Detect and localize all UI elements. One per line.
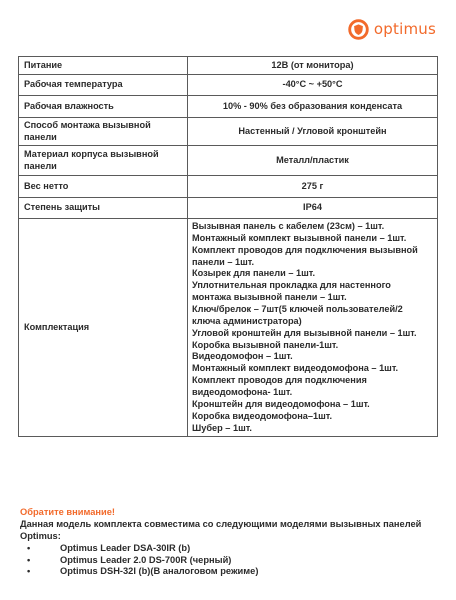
spec-label: Материал корпуса вызывной панели: [19, 146, 188, 176]
spec-row: [19, 75, 438, 96]
spec-value: 275 г: [188, 176, 438, 198]
spec-label: Вес нетто: [19, 176, 188, 198]
spec-row: [19, 96, 438, 118]
list-item: Вызывная панель с кабелем (23см) – 1шт.: [192, 221, 385, 231]
spec-row: [19, 146, 438, 176]
model-name: Optimus Leader DSA-30IR (b): [60, 542, 191, 553]
list-item: [20, 555, 440, 567]
bullet-icon: •: [27, 554, 31, 565]
list-item: Уплотнительная прокладка для настенного монтажа вызывной панели – 1шт.: [192, 280, 391, 303]
spec-label: Рабочая влажность: [19, 96, 188, 118]
compatibility-note: [20, 507, 440, 578]
spec-value: IP64: [188, 198, 438, 219]
spec-value: Настенный / Угловой кронштейн: [188, 118, 438, 146]
list-item: Угловой кронштейн для вызывной панели – 1шт.: [192, 327, 417, 338]
spec-value: -40°С ~ +50°С: [188, 75, 438, 96]
spec-value: Металл/пластик: [188, 146, 438, 176]
spec-row: [19, 118, 438, 146]
compatible-models-list: [20, 543, 440, 579]
list-item: Ключ/брелок – 7шт(5 ключей пользователей/2 ключа администратора): [192, 304, 403, 326]
spec-label: Способ монтажа вызывной панели: [19, 118, 188, 146]
list-item: Козырек для панели – 1шт.: [192, 268, 315, 279]
list-item: [20, 543, 440, 555]
list-item: Комплект проводов для подключения вызывной панели – 1шт.: [192, 244, 418, 267]
list-item: Монтажный комплект вызывной панели – 1шт.: [192, 232, 407, 243]
note-text: Данная модель комплекта совместима со следующими моделями вызывных панелей Optimus:: [20, 518, 422, 541]
list-item: Коробка вызывной панели-1шт.: [192, 339, 339, 350]
bullet-icon: •: [27, 566, 31, 577]
brand-name: optimus: [373, 20, 436, 38]
package-row: [19, 219, 438, 437]
spec-row: [19, 198, 438, 219]
note-title: Обратите внимание!: [20, 507, 115, 517]
spec-label: Рабочая температура: [19, 75, 188, 96]
specifications-table: [18, 56, 438, 437]
spec-row: [19, 57, 438, 75]
model-name: Optimus DSH-32I (b)(В аналоговом режиме): [60, 566, 259, 577]
spec-label: Степень защиты: [19, 198, 188, 219]
spec-value: 10% - 90% без образования конденсата: [188, 96, 438, 118]
list-item: Видеодомофон – 1шт.: [192, 351, 293, 362]
model-name: Optimus Leader 2.0 DS-700R (черный): [60, 554, 232, 565]
package-contents: [188, 219, 438, 437]
bullet-icon: •: [27, 542, 31, 553]
list-item: Кронштейн для видеодомофона – 1шт.: [192, 398, 370, 409]
spec-label: Питание: [19, 57, 188, 75]
list-item: Комплект проводов для подключения видеодомофона- 1шт.: [192, 375, 367, 398]
list-item: [20, 566, 440, 578]
spec-row: [19, 176, 438, 198]
package-label: Комплектация: [19, 219, 188, 437]
optimus-logo-icon: [348, 19, 369, 40]
spec-value: 12В (от монитора): [188, 57, 438, 75]
list-item: Монтажный комплект видеодомофона – 1шт.: [192, 363, 399, 374]
brand-logo: [348, 17, 436, 41]
list-item: Шубер – 1шт.: [192, 422, 252, 433]
list-item: Коробка видеодомофона–1шт.: [192, 410, 333, 421]
